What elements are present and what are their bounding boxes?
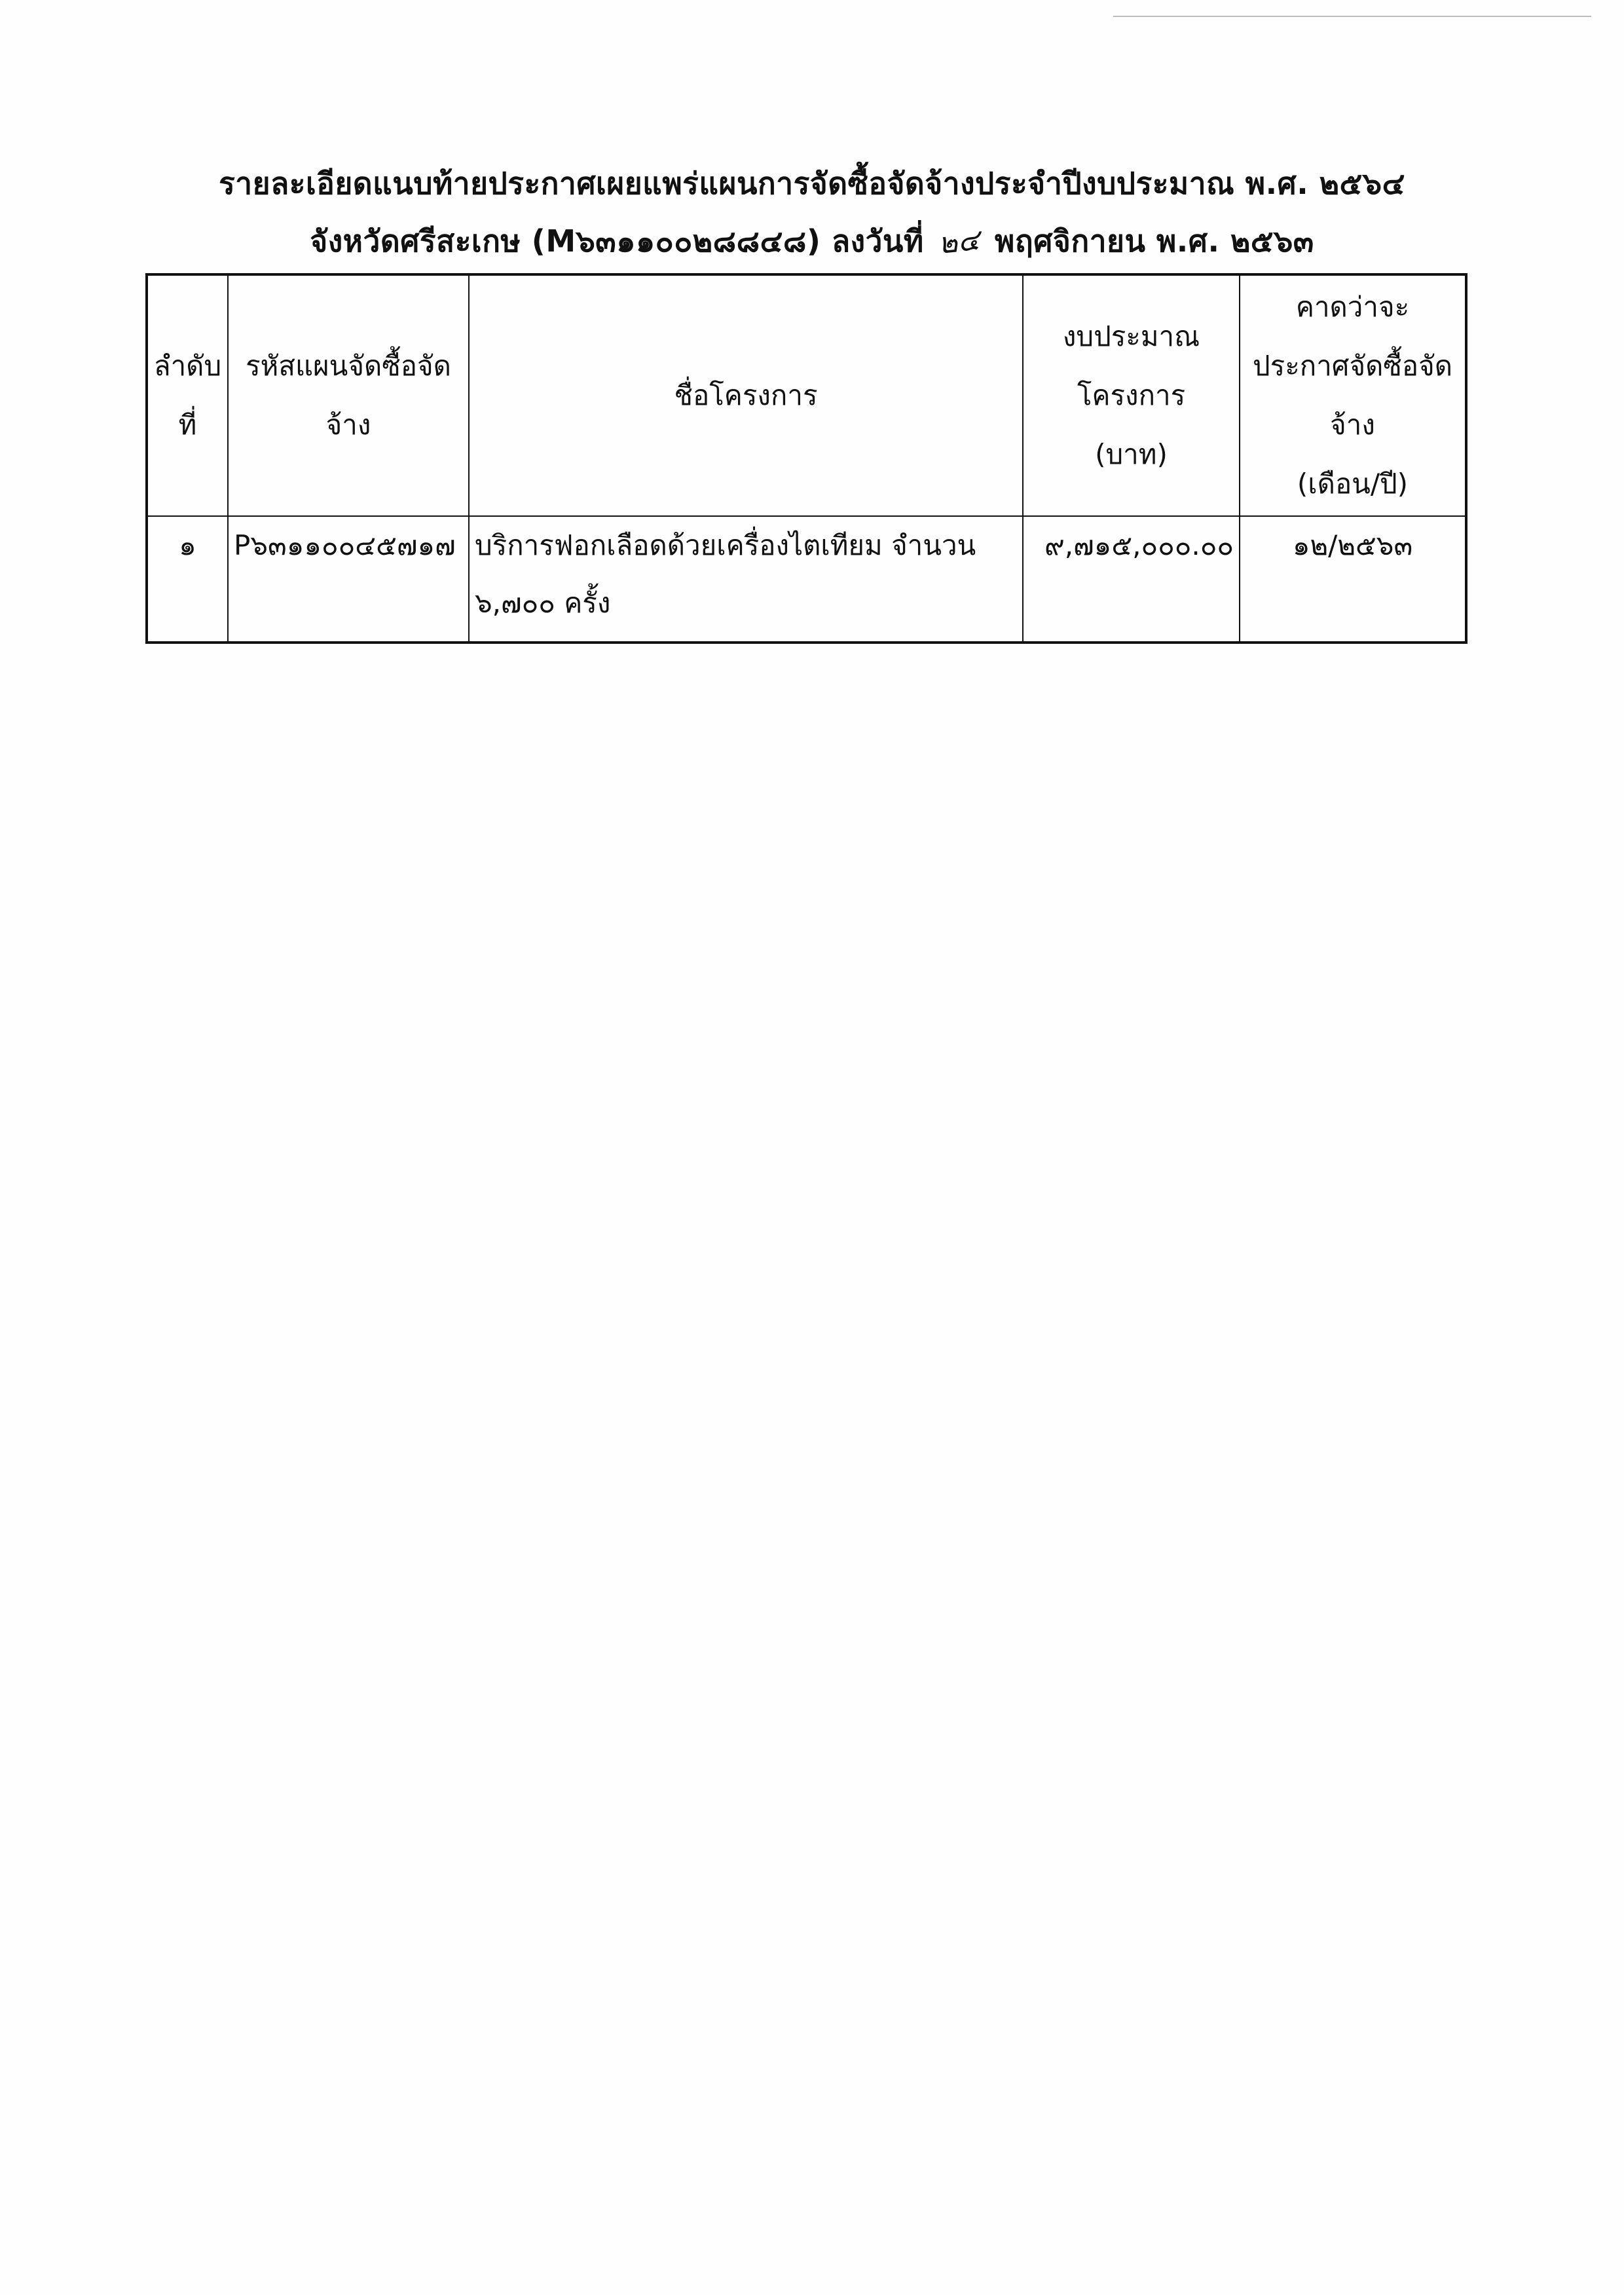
header-expected-month: คาดว่าจะ ประกาศจัดซื้อจัด จ้าง (เดือน/ปี) <box>1240 274 1466 516</box>
procurement-plan-table <box>145 273 1467 644</box>
header-budget: งบประมาณ โครงการ (บาท) <box>1023 274 1240 516</box>
table-header-row <box>147 274 1466 516</box>
row-project-name: บริการฟอกเลือดด้วยเครื่องไตเทียม จำนวน ๖,๗๐๐ ครั้ง <box>469 516 1023 643</box>
header-project-name: ชื่อโครงการ <box>469 274 1023 516</box>
scan-edge-line <box>1113 16 1591 17</box>
row-plan-code: P๖๓๑๑๐๐๔๕๗๑๗ <box>228 516 469 643</box>
header-no: ลำดับ ที่ <box>147 274 228 516</box>
document-title <box>0 164 1624 203</box>
document-subtitle <box>0 221 1624 262</box>
row-budget: ๙,๗๑๕,๐๐๐.๐๐ <box>1023 516 1240 643</box>
handwritten-day: ๒๔ <box>936 223 982 261</box>
table-row <box>147 516 1466 643</box>
subtitle-suffix: พฤศจิกายน พ.ศ. ๒๕๖๓ <box>995 223 1314 259</box>
subtitle-prefix: จังหวัดศรีสะเกษ (M๖๓๑๑๐๐๒๘๘๔๘) ลงวันที่ <box>310 223 924 259</box>
row-number: ๑ <box>147 516 228 643</box>
row-expected-month: ๑๒/๒๕๖๓ <box>1240 516 1466 643</box>
title-line-1: รายละเอียดแนบท้ายประกาศเผยแพร่แผนการจัดซื้อจัดจ้างประจำปีงบประมาณ พ.ศ. ๒๕๖๔ <box>219 166 1405 201</box>
header-plan-code: รหัสแผนจัดซื้อจัด จ้าง <box>228 274 469 516</box>
